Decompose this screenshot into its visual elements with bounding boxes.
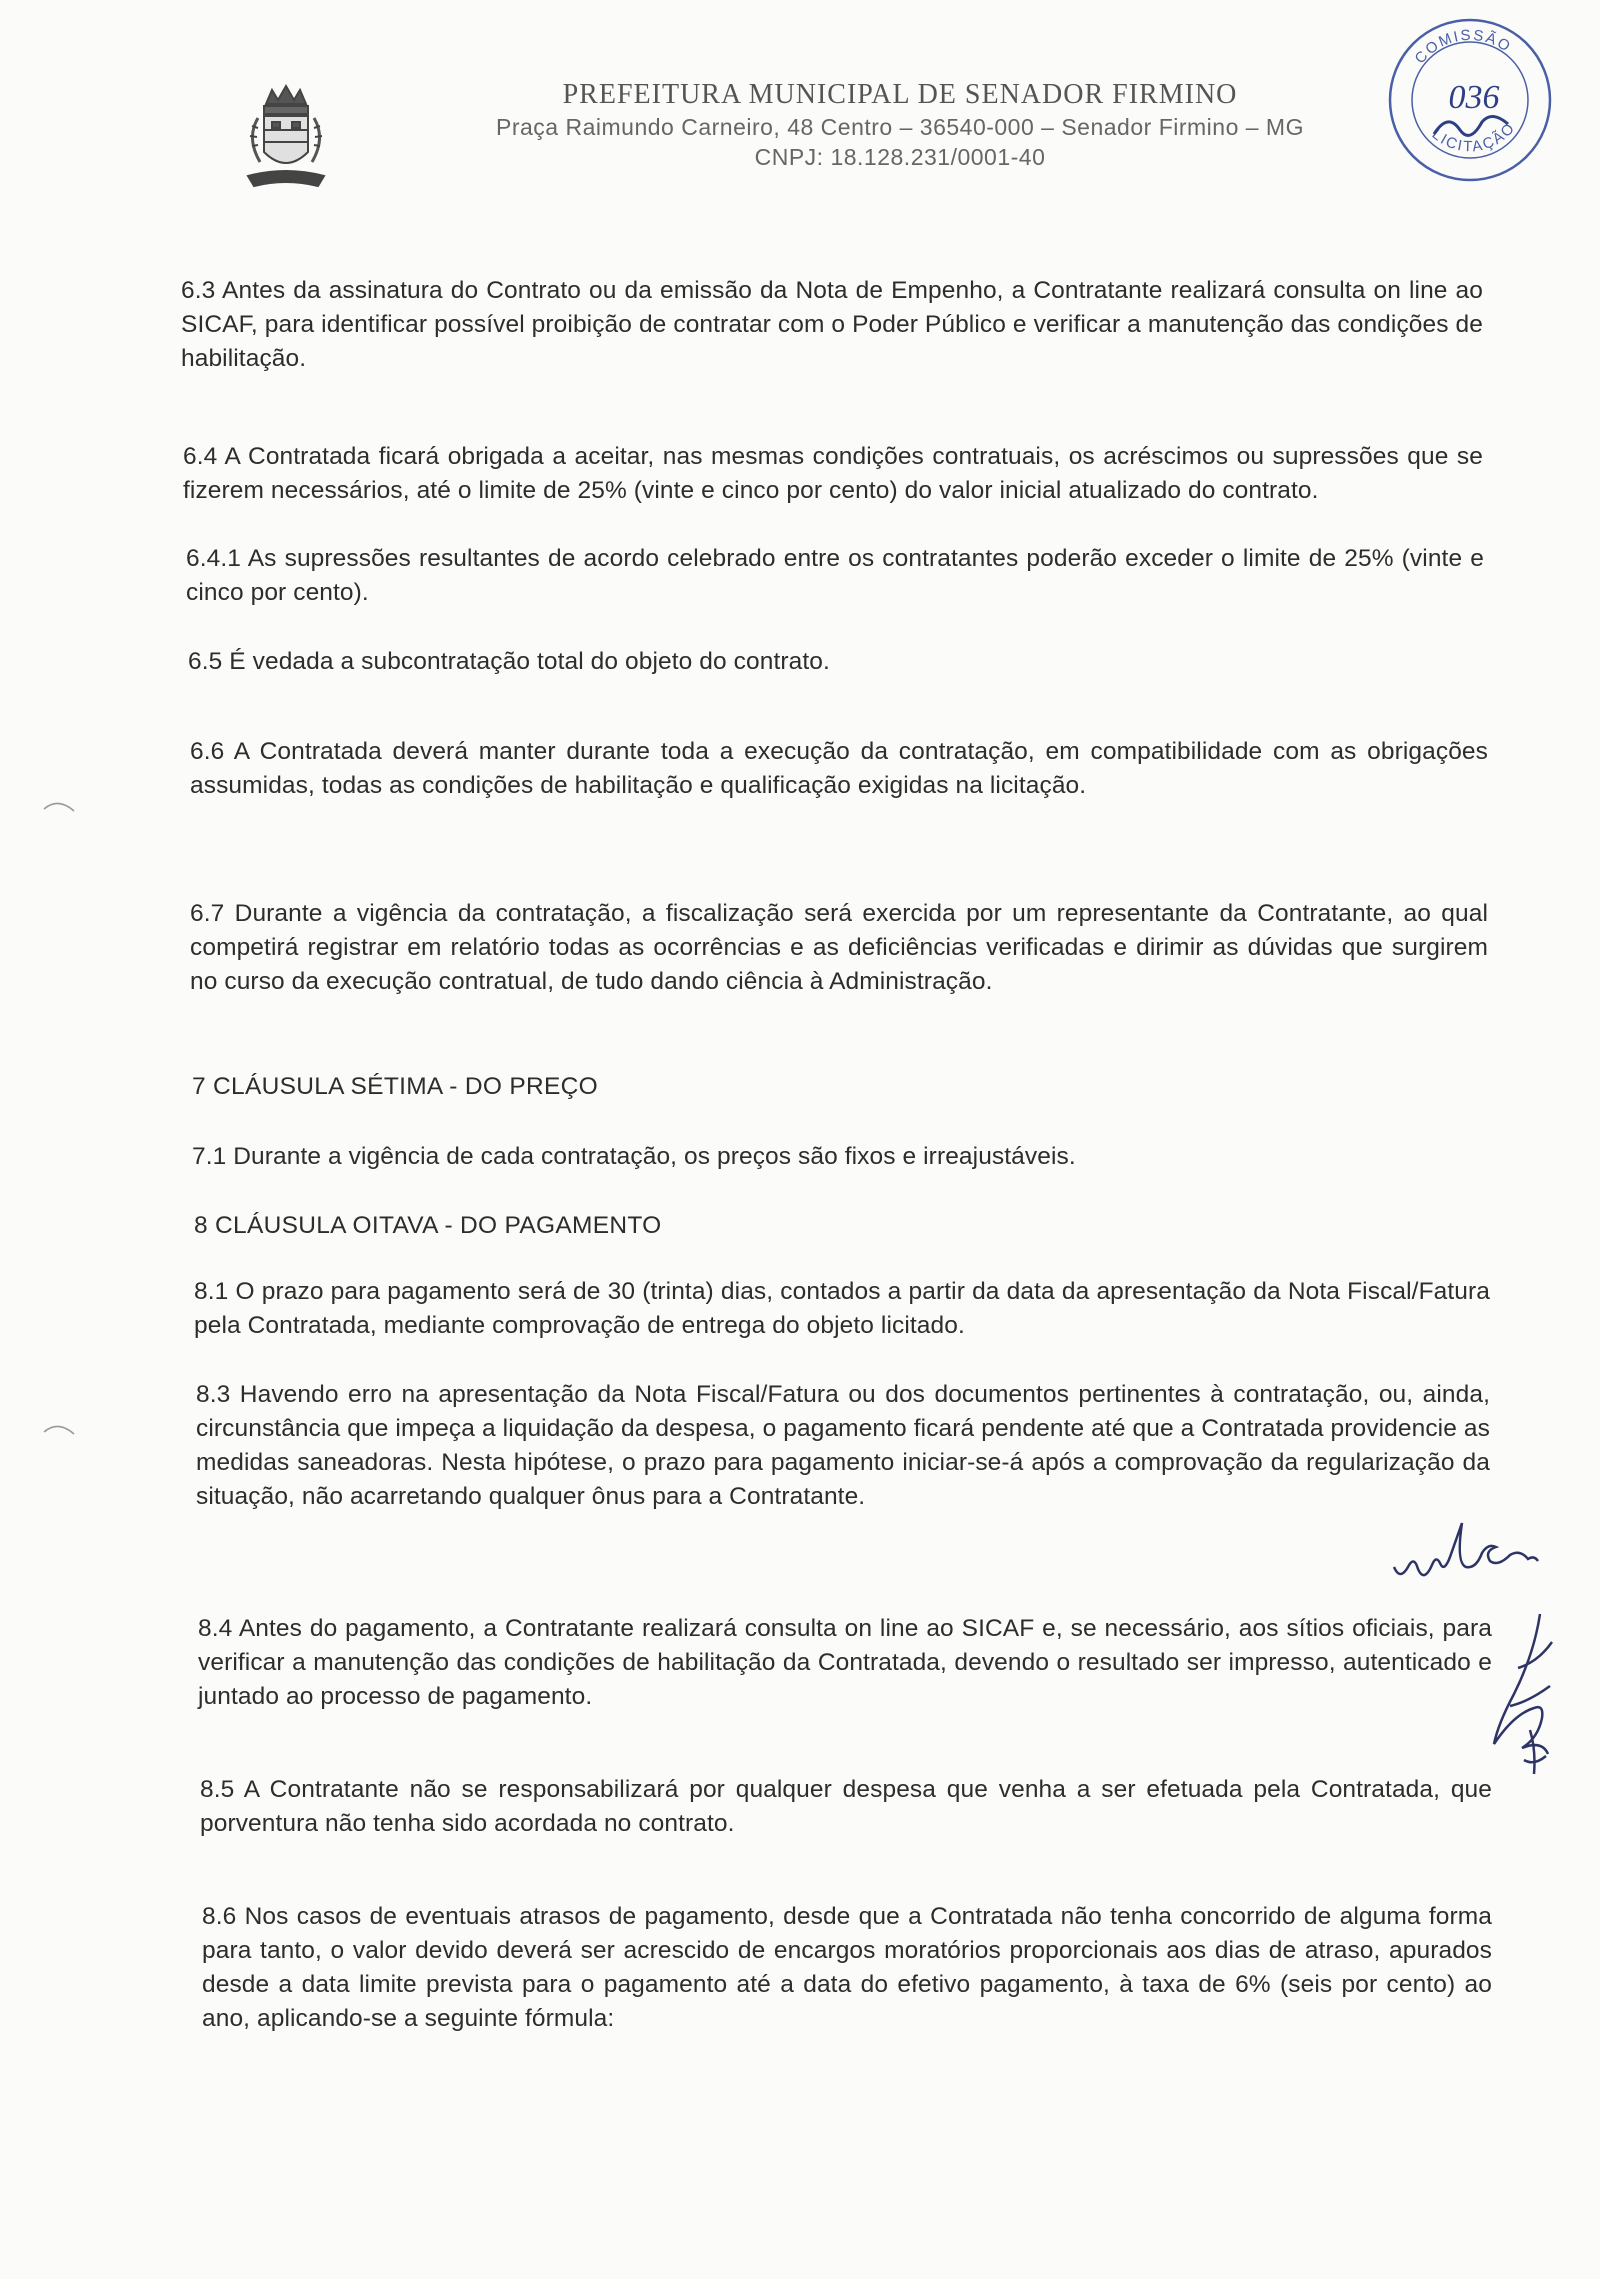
municipality-name: PREFEITURA MUNICIPAL DE SENADOR FIRMINO: [562, 79, 1238, 110]
clause-8-5: 8.5 A Contratante não se responsabilizará por qualquer despesa que venha a ser efetuada pela Contratada, que porventura não tenha sido acordada no contrato.: [200, 1776, 1492, 1837]
letterhead: [0, 0, 1600, 200]
handwritten-rubric-signature-icon: [1480, 1610, 1570, 1780]
clause-7-1: 7.1 Durante a vigência de cada contratação, os preços são fixos e irreajustáveis.: [192, 1143, 1076, 1170]
stamp-bottom-text: LICITAÇÃO: [1428, 118, 1520, 156]
stamp-top-text: COMISSÃO: [1411, 26, 1515, 68]
clause-8-4: 8.4 Antes do pagamento, a Contratante realizará consulta on line ao SICAF e, se necessário, aos sítios oficiais, para verificar a manutenção das condições de habilitação da Contratada, devendo o resultado ser impresso, autenticado e juntado ao processo de pagamento.: [198, 1615, 1492, 1710]
clause-6-7: 6.7 Durante a vigência da contratação, a fiscalização será exercida por um representante da Contratante, ao qual competirá registrar em relatório todas as ocorrências e as deficiências verificadas e dirimir as dúvidas que surgirem no curso da execução contratual, de tudo dando ciência à Administração.: [190, 900, 1488, 995]
handwritten-initials-signature-icon: [1390, 1515, 1540, 1595]
clause-8-6: 8.6 Nos casos de eventuais atrasos de pagamento, desde que a Contratada não tenha concorrido de alguma forma para tanto, o valor devido deverá ser acrescido de encargos moratórios proporcionais aos dias de atraso, apurados desde a data limite prevista para o pagamento até a data do efetivo pagamento, à taxa de 6% (seis por cento) ao ano, aplicando-se a seguinte fórmula:: [202, 1903, 1492, 2032]
commission-stamp: [1382, 12, 1558, 188]
clause-6-3: 6.3 Antes da assinatura do Contrato ou da emissão da Nota de Empenho, a Contratante realizará consulta on line ao SICAF, para identificar possível proibição de contratar com o Poder Público e verificar a manutenção das condições de habilitação.: [181, 277, 1483, 372]
letterhead-text: [420, 78, 1380, 172]
punch-mark-icon: [40, 1418, 80, 1438]
clause-8-3: 8.3 Havendo erro na apresentação da Nota Fiscal/Fatura ou dos documentos pertinentes à contratação, ou, ainda, circunstância que impeça a liquidação da despesa, o pagamento ficará pendente até que a Contratada providencie as medidas saneadoras. Nesta hipótese, o prazo para pagamento iniciar-se-á após a comprovação da regularização da situação, não acarretando qualquer ônus para a Contratante.: [196, 1381, 1490, 1510]
municipality-address: Praça Raimundo Carneiro, 48 Centro – 36540-000 – Senador Firmino – MG: [496, 114, 1304, 140]
clause-7-heading: 7 CLÁUSULA SÉTIMA - DO PREÇO: [192, 1073, 598, 1100]
clause-8-1: 8.1 O prazo para pagamento será de 30 (trinta) dias, contados a partir da data da apresentação da Nota Fiscal/Fatura pela Contratada, mediante comprovação de entrega do objeto licitado.: [194, 1278, 1490, 1339]
stamp-page-number: 036: [1448, 79, 1500, 116]
clause-6-4-1: 6.4.1 As supressões resultantes de acordo celebrado entre os contratantes poderão exceder o limite de 25% (vinte e cinco por cento).: [186, 545, 1484, 606]
clause-6-4: 6.4 A Contratada ficará obrigada a aceitar, nas mesmas condições contratuais, os acréscimos ou supressões que se fizerem necessários, até o limite de 25% (vinte e cinco por cento) do valor inicial atualizado do contrato.: [183, 443, 1483, 504]
punch-mark-icon: [40, 795, 80, 815]
clause-6-6: 6.6 A Contratada deverá manter durante toda a execução da contratação, em compatibilidade com as obrigações assumidas, todas as condições de habilitação e qualificação exigidas na licitação.: [190, 738, 1488, 799]
municipal-crest-icon: [238, 82, 334, 194]
municipality-cnpj: CNPJ: 18.128.231/0001-40: [754, 144, 1046, 170]
clause-8-heading: 8 CLÁUSULA OITAVA - DO PAGAMENTO: [194, 1212, 662, 1239]
clause-6-5: 6.5 É vedada a subcontratação total do objeto do contrato.: [188, 648, 830, 675]
